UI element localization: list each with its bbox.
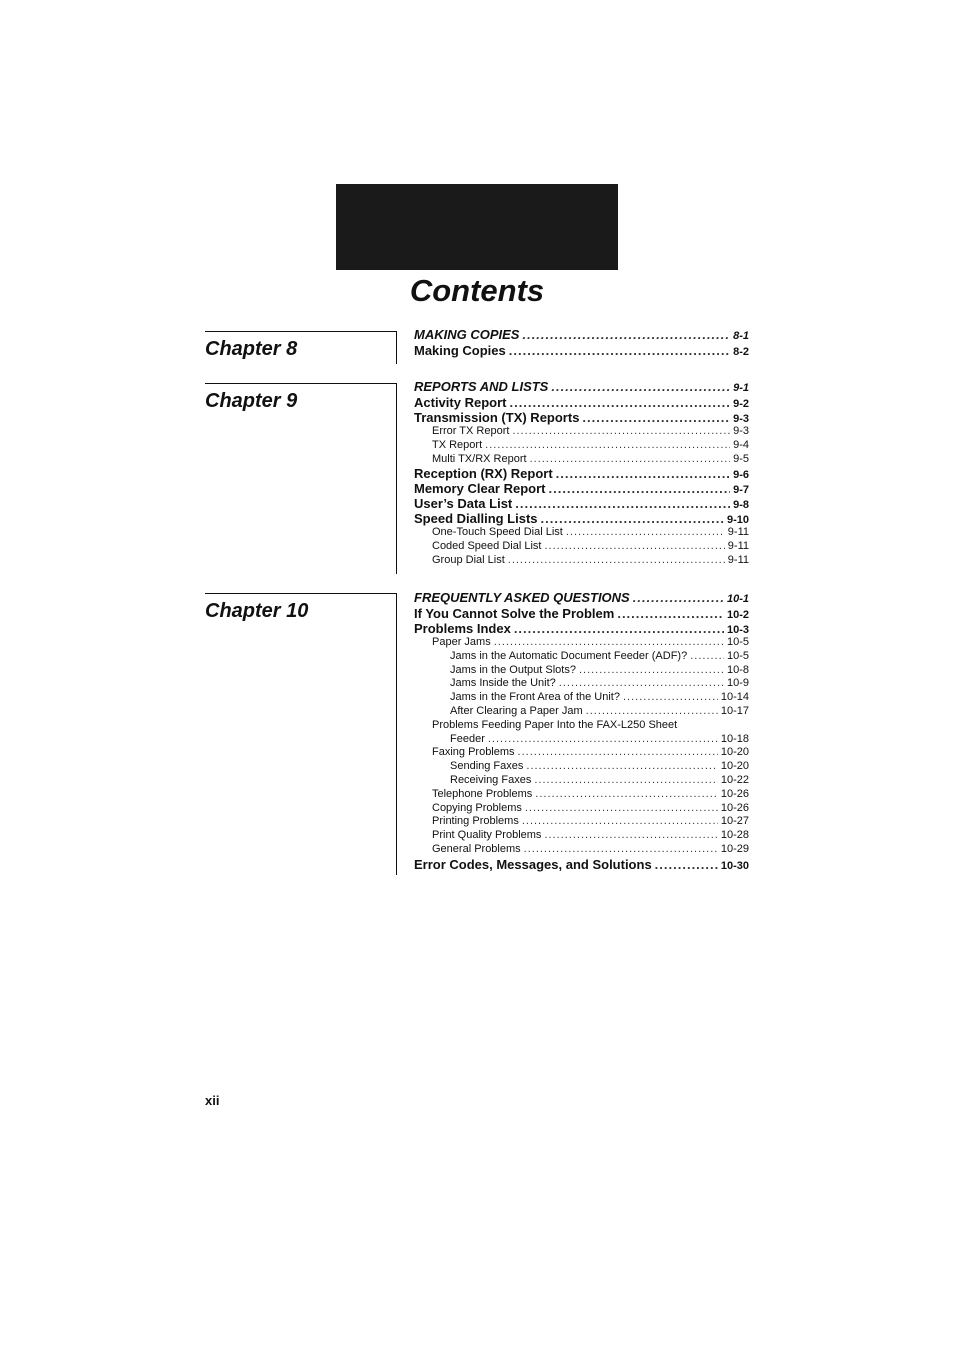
toc-entry-title: Error Codes, Messages, and Solutions: [414, 856, 652, 872]
chapter-heading: Chapter 9: [205, 390, 298, 412]
toc-entry: [414, 636, 749, 650]
dot-leader: [534, 774, 718, 788]
toc-entry-page: 9-3: [733, 425, 749, 437]
toc-entry: [414, 802, 749, 816]
toc-entry: [414, 774, 749, 788]
toc-chapter-8: [414, 327, 749, 358]
toc-entry: [414, 481, 749, 496]
toc-entry-title: Multi TX/RX Report: [432, 452, 527, 465]
dot-leader: [544, 540, 724, 554]
chapter-8-column: [205, 331, 397, 364]
toc-entry-title: If You Cannot Solve the Problem: [414, 606, 615, 621]
dot-leader: [623, 691, 718, 705]
toc-entry-title: Group Dial List: [432, 553, 505, 566]
toc-entry-title: Paper Jams: [432, 636, 491, 648]
dot-leader: [690, 650, 724, 664]
dot-leader: [566, 526, 725, 540]
toc-entry-page: 10-5: [726, 636, 749, 648]
toc-entry: [414, 466, 749, 481]
toc-entry-page: 9-11: [727, 540, 749, 553]
toc-entry-page: 10-3: [726, 624, 749, 636]
dot-leader: [541, 511, 724, 526]
toc-entry: [414, 606, 749, 621]
toc-entry-page: 10-20: [720, 760, 749, 773]
toc-entry-title: REPORTS AND LISTS: [414, 379, 549, 394]
dot-leader: [556, 466, 730, 481]
toc-entry: [414, 496, 749, 511]
toc-entry-page: 10-14: [720, 691, 749, 704]
toc-entry-page: 10-17: [720, 704, 749, 717]
toc-chapter-9: [414, 379, 749, 568]
toc-entry: [414, 540, 749, 554]
toc-entry-title: Activity Report: [414, 395, 507, 410]
toc-entry-title: Problems Feeding Paper Into the FAX-L250 Sheet: [432, 718, 678, 731]
toc-entry: [414, 733, 749, 747]
toc-entry-page: 10-29: [720, 842, 749, 855]
dot-leader: [535, 788, 718, 802]
toc-entry-page: 8-2: [733, 346, 749, 358]
dot-leader: [559, 677, 724, 691]
dot-leader: [544, 829, 717, 843]
chapter-10-column: [205, 593, 397, 875]
toc-entry-page: 10-30: [720, 859, 749, 872]
toc-entry-title: Print Quality Problems: [432, 829, 542, 842]
dot-leader: [548, 481, 730, 496]
dot-leader: [485, 439, 730, 453]
toc-entry-title: Jams Inside the Unit?: [450, 677, 556, 690]
toc-entry: [414, 857, 749, 872]
toc-entry: [414, 554, 749, 568]
toc-entry-title: General Problems: [432, 842, 521, 855]
chapter-9-column: [205, 383, 397, 574]
page-title: Contents: [409, 273, 545, 308]
dot-leader: [551, 379, 730, 395]
dot-leader: [509, 343, 730, 358]
toc-entry-title: Jams in the Automatic Document Feeder (ADF)?: [450, 649, 688, 662]
toc-entry: [414, 410, 749, 425]
toc-entry-title: MAKING COPIES: [414, 327, 520, 342]
toc-entry-title: User’s Data List: [414, 496, 513, 512]
toc-entry-page: 9-2: [733, 398, 749, 410]
toc-entry-page: 10-18: [720, 732, 749, 745]
toc-entry-title: Telephone Problems: [432, 787, 533, 800]
chapter-heading: Chapter 10: [205, 600, 309, 622]
toc-entry: [414, 650, 749, 664]
toc-entry: [414, 829, 749, 843]
toc-entry-title: TX Report: [432, 438, 483, 451]
page-number: xii: [205, 1093, 220, 1108]
toc-entry-title: Printing Problems: [432, 815, 519, 828]
toc-entry-title: Reception (RX) Report: [414, 466, 553, 482]
toc-entry: [414, 395, 749, 410]
dot-leader: [525, 802, 718, 816]
toc-entry: [414, 843, 749, 857]
dot-leader: [617, 606, 724, 621]
dot-leader: [494, 636, 724, 650]
toc-entry-page: 9-1: [733, 382, 749, 394]
toc-entry-title: Sending Faxes: [450, 760, 524, 773]
toc-entry: [414, 453, 749, 467]
title-banner: [336, 184, 618, 270]
dot-leader: [488, 733, 718, 747]
dot-leader: [522, 327, 730, 343]
toc-entry-page: 10-26: [720, 801, 749, 814]
chapter-heading: Chapter 8: [205, 338, 298, 360]
dot-leader: [633, 590, 724, 606]
dot-leader: [582, 410, 730, 425]
toc-entry: [414, 719, 749, 733]
toc-entry-page: 10-20: [720, 746, 749, 759]
toc-entry-page: 10-9: [726, 677, 749, 690]
toc-entry-title: One-Touch Speed Dial List: [432, 526, 563, 539]
toc-entry: [414, 511, 749, 526]
dot-leader: [509, 395, 730, 410]
toc-entry-page: 9-3: [733, 413, 749, 425]
toc-entry-title: Jams in the Front Area of the Unit?: [450, 691, 620, 704]
toc-entry: [414, 425, 749, 439]
toc-entry-page: 9-11: [727, 526, 749, 539]
dot-leader: [579, 664, 724, 678]
toc-entry: [414, 621, 749, 636]
toc-entry: [414, 379, 749, 395]
dot-leader: [514, 621, 724, 636]
toc-entry-page: 10-27: [720, 815, 749, 828]
toc-entry-title: Jams in the Output Slots?: [450, 663, 576, 676]
toc-entry: [414, 664, 749, 678]
toc-entry: [414, 343, 749, 358]
toc-entry-page: 10-1: [726, 593, 749, 605]
dot-leader: [522, 815, 718, 829]
toc-entry: [414, 439, 749, 453]
toc-entry-title: Coded Speed Dial List: [432, 540, 542, 553]
toc-entry-title: Copying Problems: [432, 801, 522, 814]
toc-entry: [414, 590, 749, 606]
toc-entry-title: After Clearing a Paper Jam: [450, 704, 583, 717]
dot-leader: [515, 496, 730, 511]
toc-entry: [414, 526, 749, 540]
toc-entry-page: 9-4: [733, 438, 749, 451]
toc-entry-page: 8-1: [733, 330, 749, 342]
toc-entry-title: Speed Dialling Lists: [414, 511, 538, 527]
toc-entry-page: 10-22: [720, 773, 749, 786]
toc-entry-title: Receiving Faxes: [450, 773, 532, 786]
dot-leader: [586, 705, 718, 719]
toc-entry: [414, 815, 749, 829]
toc-entry: [414, 746, 749, 760]
toc-entry-page: 10-26: [720, 787, 749, 800]
toc-entry: [414, 327, 749, 343]
toc-entry: [414, 705, 749, 719]
toc-entry-title: Transmission (TX) Reports: [414, 410, 580, 425]
toc-entry: [414, 691, 749, 705]
dot-leader: [524, 843, 718, 857]
toc-entry-page: 9-10: [726, 514, 749, 527]
toc-entry-title: Error TX Report: [432, 425, 510, 437]
toc-entry-page: 10-5: [726, 649, 749, 662]
toc-entry: [414, 677, 749, 691]
dot-leader: [655, 857, 718, 872]
dot-leader: [508, 554, 725, 568]
toc-entry-page: 9-6: [733, 469, 749, 482]
toc-entry-title: Making Copies: [414, 343, 506, 358]
toc-entry: [414, 788, 749, 802]
dot-leader: [526, 760, 717, 774]
toc-entry-title: FREQUENTLY ASKED QUESTIONS: [414, 590, 630, 605]
toc-entry-page: 10-2: [726, 609, 749, 621]
toc-entry-page: 10-28: [720, 829, 749, 842]
toc-entry-page: 9-5: [733, 452, 749, 465]
toc-entry-page: 9-8: [733, 499, 749, 512]
dot-leader: [530, 453, 731, 467]
toc-entry-title: Faxing Problems: [432, 746, 515, 759]
dot-leader: [512, 425, 730, 439]
dot-leader: [518, 746, 718, 760]
toc-entry-page: 10-8: [726, 663, 749, 676]
toc-entry: [414, 760, 749, 774]
toc-entry-title: Feeder: [450, 732, 485, 745]
toc-entry-page: 9-7: [733, 484, 749, 497]
toc-chapter-10: [414, 590, 749, 872]
toc-entry-page: 9-11: [727, 553, 749, 566]
toc-entry-title: Problems Index: [414, 621, 511, 636]
toc-entry-title: Memory Clear Report: [414, 481, 546, 497]
